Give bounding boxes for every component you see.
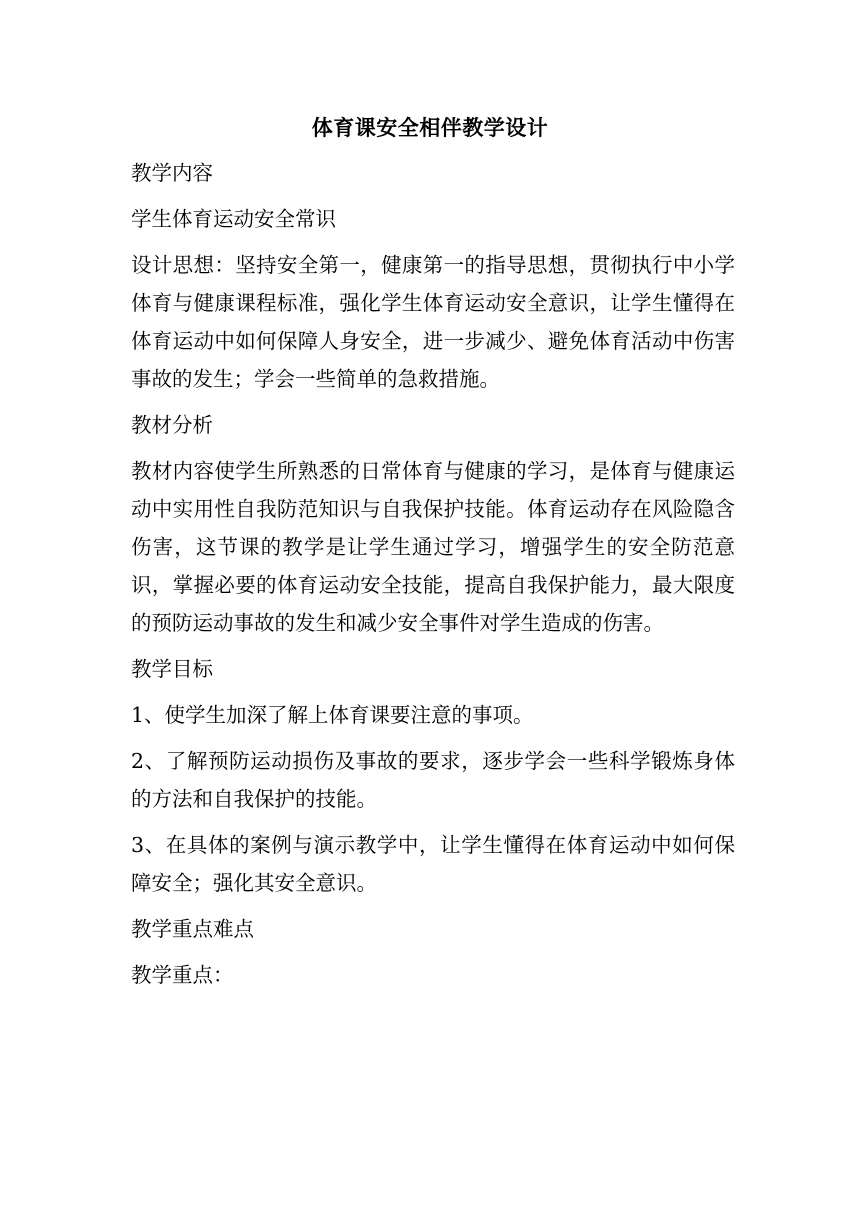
heading-material-analysis: 教材分析 — [131, 413, 213, 437]
heading-key-difficult-points: 教学重点难点 — [131, 917, 254, 941]
heading-teaching-content: 教学内容 — [131, 161, 213, 185]
heading-teaching-goals: 教学目标 — [131, 657, 213, 681]
paragraph-design-idea: 设计思想：坚持安全第一，健康第一的指导思想，贯彻执行中小学体育与健康课程标准，强化学生体育运动安全意识，让学生懂得在体育运动中如何保障人身安全，进一步减少、避免体育活动中伤害事故的发生；学会一些简单的急救措施。 — [131, 253, 735, 391]
paragraph-teaching-content: 学生体育运动安全常识 — [131, 207, 336, 231]
document-body — [131, 154, 735, 1002]
document-title: 体育课安全相伴教学设计 — [311, 116, 549, 140]
goal-item-3: 3、在具体的案例与演示教学中，让学生懂得在体育运动中如何保 障安全；强化其安全意识。 — [131, 833, 735, 895]
goal-item-1: 1、使学生加深了解上体育课要注意的事项。 — [131, 703, 534, 727]
heading-key-points: 教学重点： — [131, 963, 234, 987]
paragraph-material-analysis: 教材内容使学生所熟悉的日常体育与健康的学习，是体育与健康运动中实用性自我防范知识与自我保护技能。体育运动存在风险隐含伤害，这节课的教学是让学生通过学习，增强学生的安全防范意识，掌握必要的体育运动安全技能，提高自我保护能力，最大限度的预防运动事故的发生和减少安全事件对学生造成的伤害。 — [131, 459, 735, 635]
goal-item-2: 2、了解预防运动损伤及事故的要求，逐步学会一些科学锻炼身体 的方法和自我保护的技能。 — [131, 749, 735, 811]
